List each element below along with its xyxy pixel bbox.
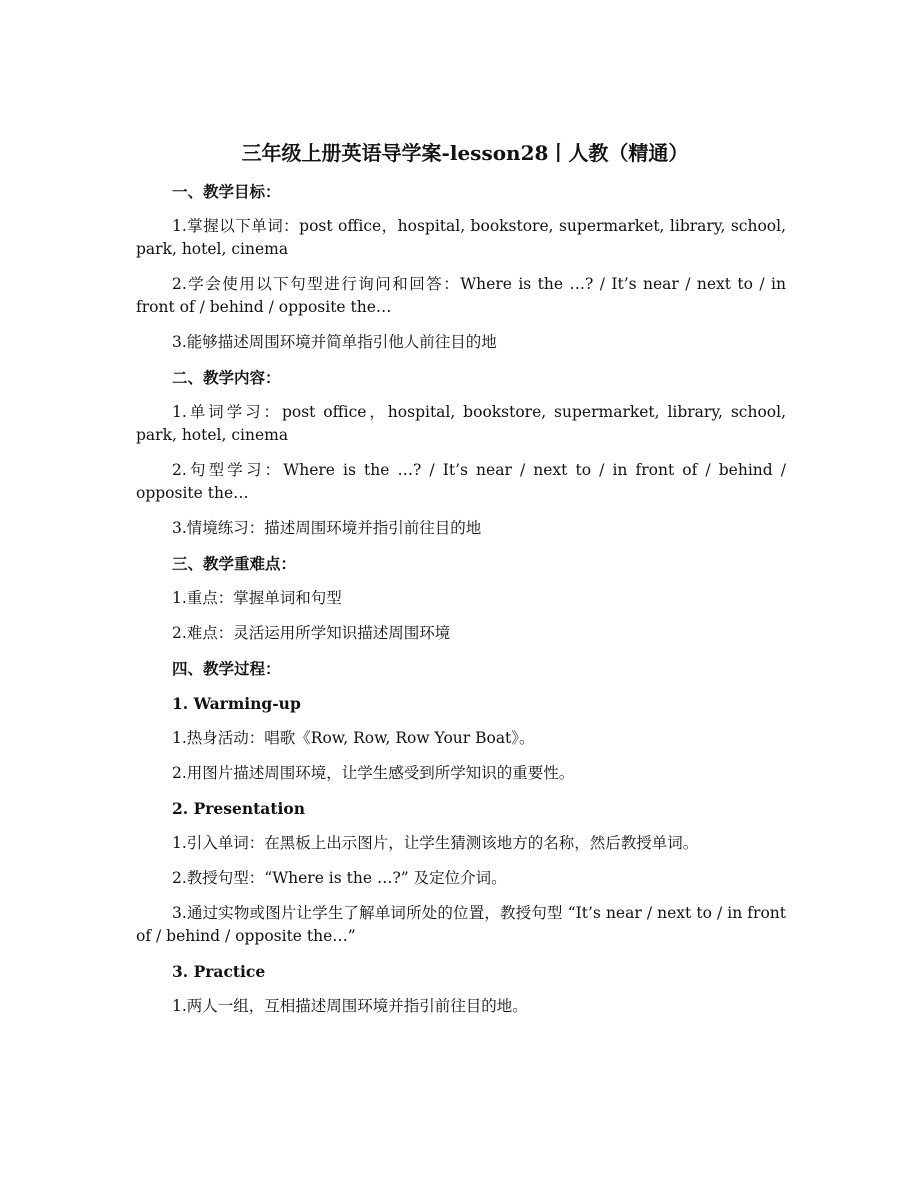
document-title: 三年级上册英语导学案-lesson28丨人教（精通）	[241, 141, 689, 165]
objective-item: 3.能够描述周围环境并简单指引他人前往目的地	[172, 333, 497, 351]
section-heading-key-points: 三、教学重难点：	[172, 554, 297, 573]
objective-item: 1.掌握以下单词：post office，hospital, bookstore, supermarket, library, school, park, hotel, cinema	[136, 217, 786, 258]
objective-item: 2.学会使用以下句型进行询问和回答：Where is the …? / It’s near / next to / in front of / behind / opposite the…	[136, 275, 786, 316]
process-item: 1.热身活动：唱歌《Row, Row, Row Your Boat》。	[172, 729, 535, 747]
subheading-presentation: 2. Presentation	[172, 799, 305, 818]
section-heading-process: 四、教学过程：	[172, 659, 281, 678]
process-item: 1.两人一组，互相描述周围环境并指引前往目的地。	[172, 997, 528, 1015]
process-item: 3.通过实物或图片让学生了解单词所处的位置，教授句型 “It’s near / next to / in front of / behind / opposite the…”	[136, 904, 786, 945]
section-heading-content: 二、教学内容：	[172, 368, 281, 387]
content-item: 1.单词学习：post office，hospital, bookstore, supermarket, library, school, park, hotel, cinema	[136, 403, 786, 444]
key-point-item: 1.重点：掌握单词和句型	[172, 589, 342, 607]
process-item: 2.用图片描述周围环境，让学生感受到所学知识的重要性。	[172, 764, 575, 782]
key-point-item: 2.难点：灵活运用所学知识描述周围环境	[172, 624, 451, 642]
subheading-warming-up: 1. Warming-up	[172, 694, 301, 713]
process-item: 2.教授句型：“Where is the …?” 及定位介词。	[172, 869, 507, 887]
process-item: 1.引入单词：在黑板上出示图片，让学生猜测该地方的名称，然后教授单词。	[172, 834, 699, 852]
content-item: 3.情境练习：描述周围环境并指引前往目的地	[172, 519, 482, 537]
subheading-practice: 3. Practice	[172, 962, 266, 981]
document-page	[136, 138, 786, 1030]
section-heading-objectives: 一、教学目标：	[172, 182, 281, 201]
content-item: 2.句型学习：Where is the …? / It’s near / next to / in front of / behind / opposite the…	[136, 461, 786, 502]
